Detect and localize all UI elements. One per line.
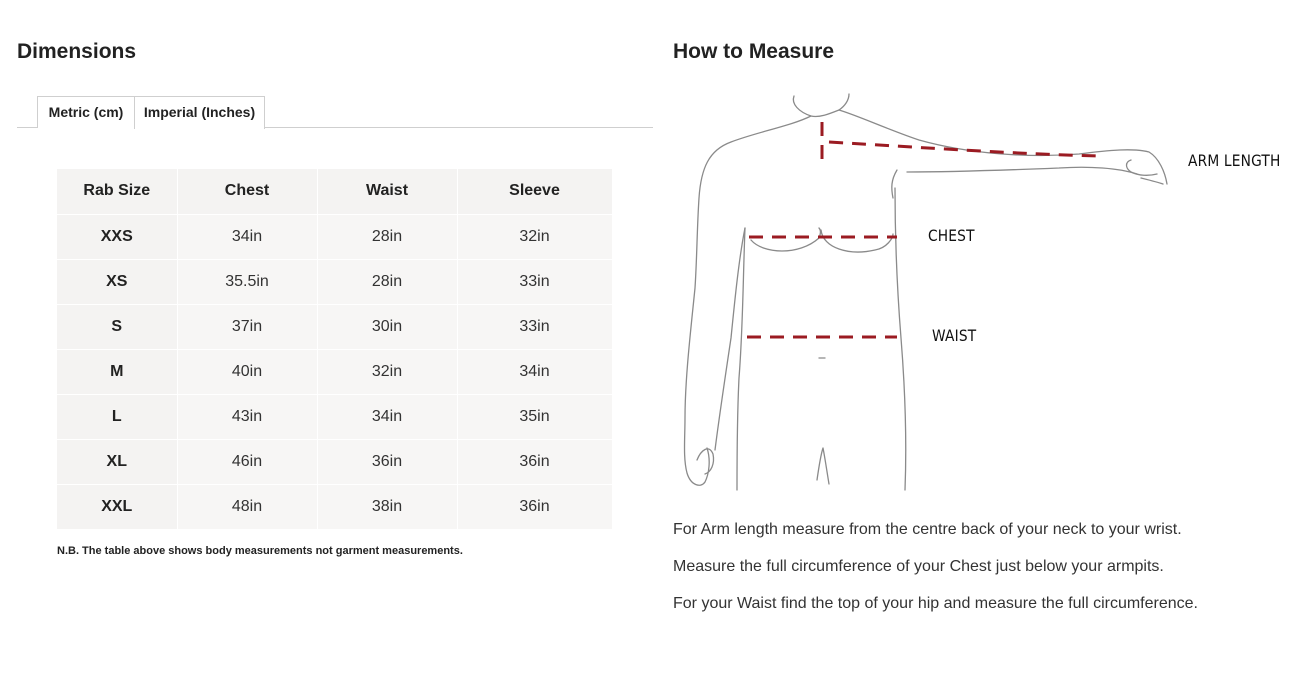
waist-cell: 36in: [317, 439, 457, 484]
size-cell: XS: [57, 259, 177, 304]
body-outline: [685, 94, 1168, 490]
waist-label: WAIST: [932, 326, 977, 345]
dimensions-title: Dimensions: [17, 40, 137, 63]
size-cell: L: [57, 394, 177, 439]
size-table: [57, 169, 613, 530]
waist-cell: 34in: [317, 394, 457, 439]
chest-label: CHEST: [928, 226, 975, 245]
measure-lines: [747, 122, 1099, 337]
arm-length-label: ARM LENGTH: [1188, 151, 1281, 170]
chest-cell: 34in: [177, 214, 317, 259]
table-row: [57, 439, 612, 484]
sleeve-cell: 36in: [457, 439, 612, 484]
size-cell: XXL: [57, 484, 177, 529]
arm-length-instruction: For Arm length measure from the centre back of your neck to your wrist.: [673, 521, 1182, 538]
body-measurement-diagram: [679, 88, 1299, 498]
size-cell: XL: [57, 439, 177, 484]
size-cell: M: [57, 349, 177, 394]
body-outline-illustration: [679, 88, 1299, 498]
sleeve-cell: 32in: [457, 214, 612, 259]
table-header-row: [57, 169, 612, 214]
chest-cell: 48in: [177, 484, 317, 529]
table-row: [57, 214, 612, 259]
how-to-measure-title: How to Measure: [673, 40, 835, 63]
table-row: [57, 394, 612, 439]
chest-cell: 46in: [177, 439, 317, 484]
sleeve-cell: 33in: [457, 304, 612, 349]
tab-imperial[interactable]: Imperial (Inches): [134, 96, 265, 129]
table-row: [57, 349, 612, 394]
header-sleeve: Sleeve: [457, 169, 612, 214]
waist-cell: 30in: [317, 304, 457, 349]
chest-cell: 43in: [177, 394, 317, 439]
sleeve-cell: 33in: [457, 259, 612, 304]
waist-instruction: For your Waist find the top of your hip and measure the full circumference.: [673, 595, 1198, 612]
header-chest: Chest: [177, 169, 317, 214]
waist-cell: 28in: [317, 259, 457, 304]
table-row: [57, 484, 612, 529]
sleeve-cell: 35in: [457, 394, 612, 439]
table-row: [57, 304, 612, 349]
waist-cell: 28in: [317, 214, 457, 259]
tab-metric[interactable]: Metric (cm): [37, 96, 135, 128]
chest-cell: 35.5in: [177, 259, 317, 304]
waist-cell: 32in: [317, 349, 457, 394]
header-waist: Waist: [317, 169, 457, 214]
sleeve-cell: 36in: [457, 484, 612, 529]
chest-instruction: Measure the full circumference of your Chest just below your armpits.: [673, 558, 1164, 575]
size-cell: XXS: [57, 214, 177, 259]
chest-cell: 40in: [177, 349, 317, 394]
sleeve-cell: 34in: [457, 349, 612, 394]
size-cell: S: [57, 304, 177, 349]
chest-cell: 37in: [177, 304, 317, 349]
waist-cell: 38in: [317, 484, 457, 529]
unit-tabs: [17, 96, 653, 128]
table-row: [57, 259, 612, 304]
measurement-note: N.B. The table above shows body measurements not garment measurements.: [57, 545, 463, 557]
header-rab-size: Rab Size: [57, 169, 177, 214]
